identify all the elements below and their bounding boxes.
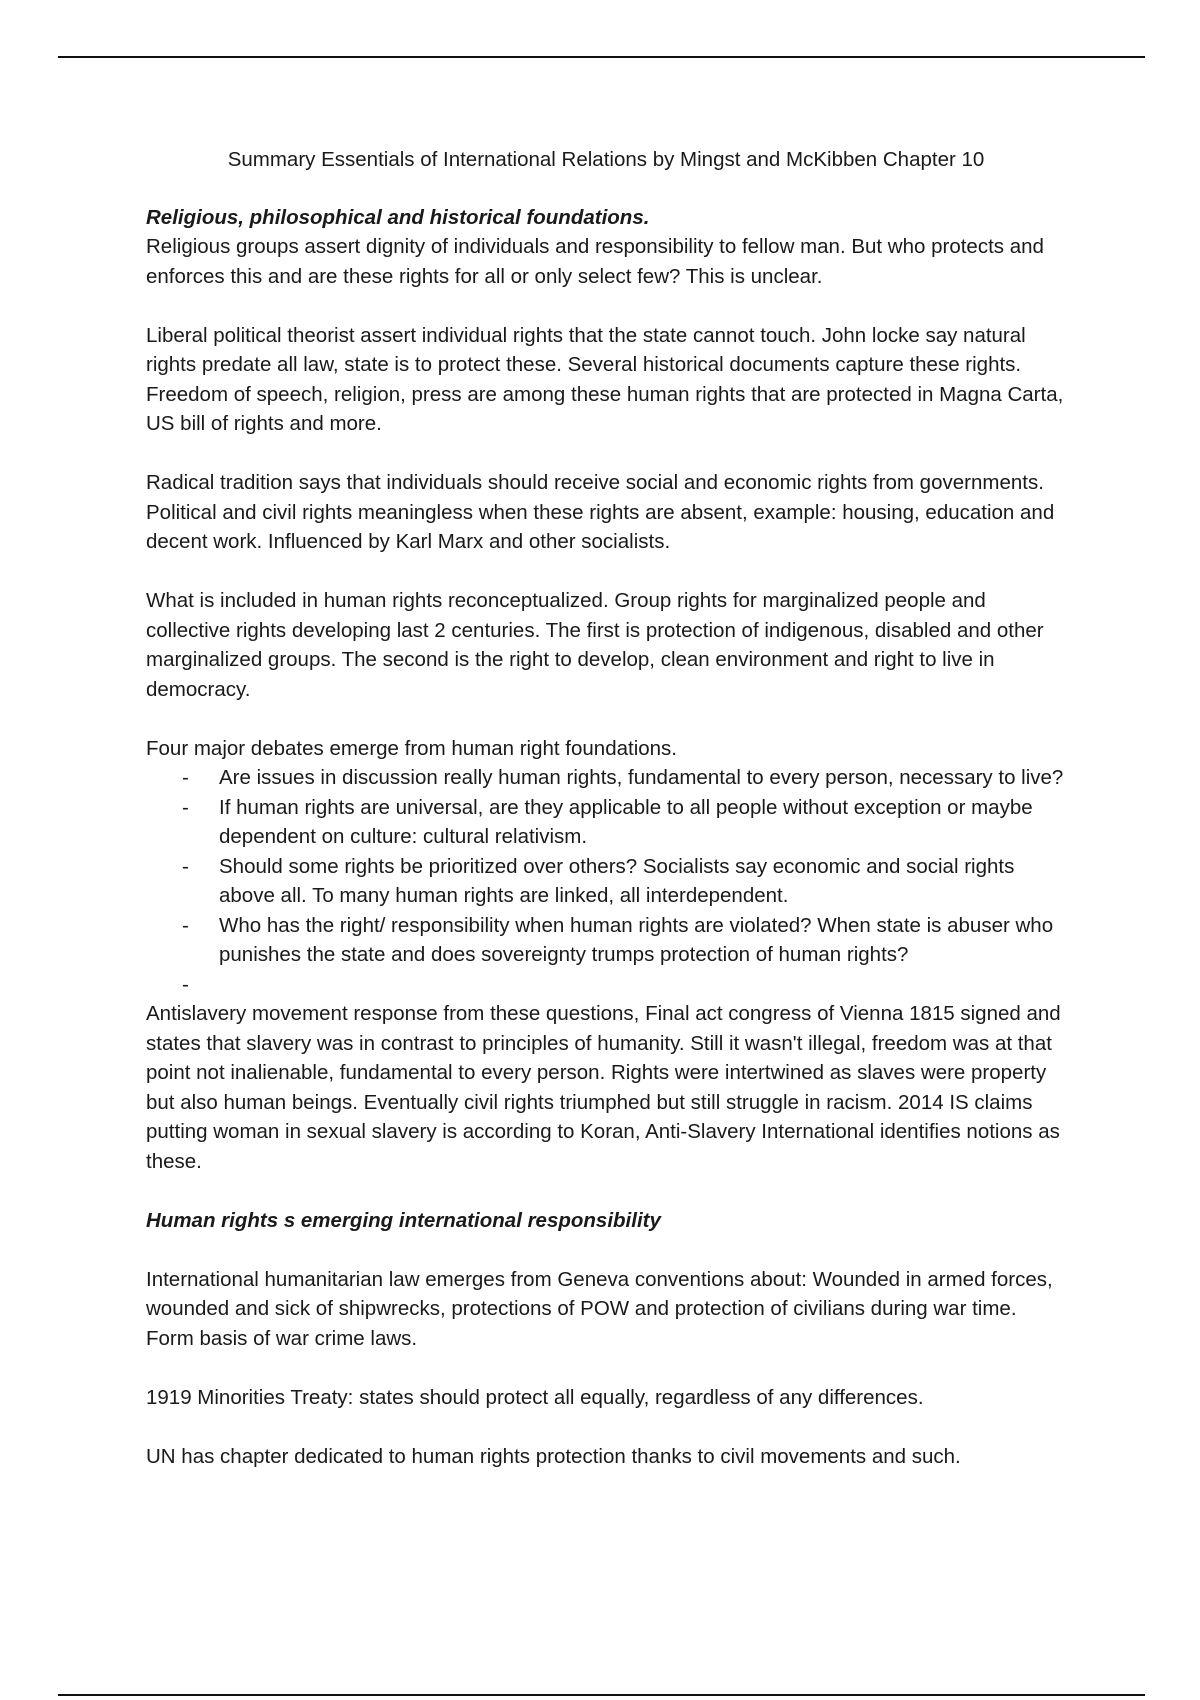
header-rule [58,56,1145,58]
paragraph-liberal-theorist: Liberal political theorist assert individual rights that the state cannot touch. John locke say natural rights predate all law, state is to protect these. Several historical documents capture these rights. Freedom of speech, religion, press are among these human rights that are protected in Magna Carta, US bill of rights and more. [146,323,1064,435]
paragraph-humanitarian-law: International humanitarian law emerges from Geneva conventions about: Wounded in armed forces, wounded and sick of shipwrecks, protections of POW and protection of civilians during war time. Form basis of war crime laws. [146,1267,1053,1350]
empty-list-item [219,970,1066,1000]
paragraph-antislavery: Antislavery movement response from these questions, Final act congress of Vienna 1815 signed and states that slavery was in contrast to principles of humanity. Still it wasn't illegal, freedom was at that point not inalienable, fundamental to every person. Rights were intertwined as slaves were property but also human beings. Eventually civil rights triumphed but still struggle in racism. 2014 IS claims putting woman in sexual slavery is according to Koran, Anti-Slavery International identifies notions as these. [146,1002,1061,1173]
paragraph-radical-tradition: Radical tradition says that individuals should receive social and economic rights from governments. Political and civil rights meaningless when these rights are absent, example: housing, education and decent work. Influenced by Karl Marx and other socialists. [146,471,1055,553]
debates-list [146,763,1066,999]
footer-rule [58,1694,1145,1696]
document-title: Summary Essentials of International Relations by Mingst and McKibben Chapter 10 [227,148,985,171]
list-item: - Who has the right/ responsibility when human rights are violated? When state is abuser who punishes the state and does sovereignty trumps protection of human rights? [219,911,1066,970]
list-item: - If human rights are universal, are they applicable to all people without exception or maybe dependent on culture: cultural relativism. [219,793,1066,852]
paragraph-religious-groups: Religious groups assert dignity of individuals and responsibility to fellow man. But who protects and enforces this and are these rights for all or only select few? This is unclear. [146,235,1044,288]
paragraph-reconceptualized: What is included in human rights reconceptualized. Group rights for marginalized people and collective rights developing last 2 centuries. The first is protection of indigenous, disabled and other marginalized groups. The second is the right to develop, clean environment and right to live in democracy. [146,589,1044,701]
paragraph-un-chapter: UN has chapter dedicated to human rights protection thanks to civil movements and such. [146,1444,961,1468]
paragraph-minorities-treaty: 1919 Minorities Treaty: states should protect all equally, regardless of any differences. [146,1385,924,1409]
paragraph-debates-intro: Four major debates emerge from human right foundations. [146,736,677,760]
section-heading-foundations: Religious, philosophical and historical foundations. [146,205,650,229]
list-item: - Should some rights be prioritized over others? Socialists say economic and social rights above all. To many human rights are linked, all interdependent. [219,852,1066,911]
document-page [146,145,1066,1501]
list-item: - Are issues in discussion really human rights, fundamental to every person, necessary to live? [219,763,1066,793]
section-heading-responsibility: Human rights s emerging international responsibility [146,1208,661,1232]
